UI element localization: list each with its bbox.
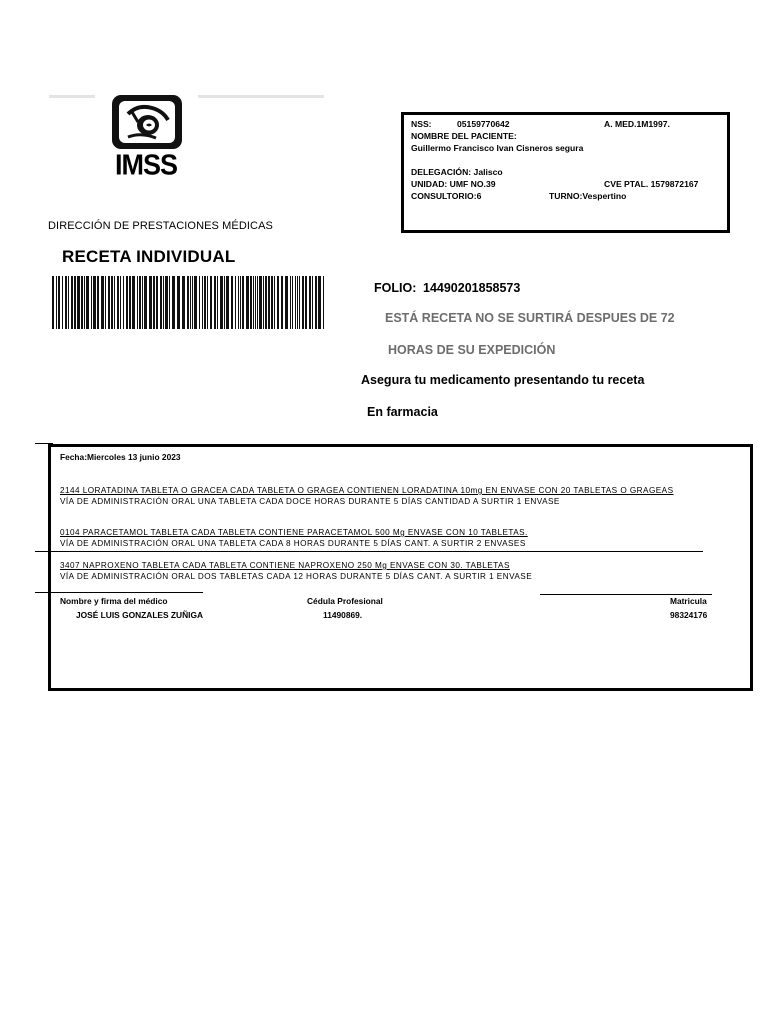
med-2-description: 0104 PARACETAMOL TABLETA CADA TABLETA CONTIENE PARACETAMOL 500 Mg ENVASE CON 10 TABLETAS. bbox=[60, 528, 528, 537]
cedula-value: 11490869. bbox=[323, 610, 363, 620]
divider-footer-right bbox=[540, 594, 712, 595]
pharmacy-notice-line1: Asegura tu medicamento presentando tu receta bbox=[361, 373, 645, 387]
nss-value: 05159770642 bbox=[457, 119, 510, 129]
header-rule-left bbox=[49, 95, 95, 98]
prescription-date: Fecha:Miercoles 13 junio 2023 bbox=[60, 452, 181, 462]
pharmacy-notice-line2: En farmacia bbox=[367, 405, 438, 419]
amed-value: A. MED.1M1997. bbox=[604, 119, 670, 129]
turno: TURNO:Vespertino bbox=[549, 191, 627, 201]
logo-text: IMSS bbox=[114, 149, 177, 181]
cve-ptal: CVE PTAL. 1579872167 bbox=[604, 179, 699, 189]
patient-name-label: NOMBRE DEL PACIENTE: bbox=[411, 131, 517, 141]
folio-value: 14490201858573 bbox=[423, 281, 521, 295]
doctor-label: Nombre y firma del médico bbox=[60, 596, 168, 606]
med-2-instructions: VÍA DE ADMINISTRACIÓN ORAL UNA TABLETA CADA 8 HORAS DURANTE 5 DÍAS CANT. A SURTIR 2 ENVASES bbox=[60, 539, 526, 548]
patient-info-box bbox=[401, 112, 730, 233]
expiry-notice-line2: HORAS DE SU EXPEDICIÓN bbox=[388, 343, 556, 357]
matricula-value: 98324176 bbox=[670, 610, 708, 620]
expiry-notice-line1: ESTÁ RECETA NO SE SURTIRÁ DESPUES DE 72 bbox=[385, 311, 675, 325]
unidad: UNIDAD: UMF NO.39 bbox=[411, 179, 496, 189]
barcode bbox=[52, 276, 324, 329]
med-3-description: 3407 NAPROXENO TABLETA CADA TABLETA CONTIENE NAPROXENO 250 Mg ENVASE CON 30. TABLETAS bbox=[60, 561, 510, 570]
folio-label: FOLIO: bbox=[374, 281, 417, 295]
med-3-instructions: VÍA DE ADMINISTRACIÓN ORAL DOS TABLETAS CADA 12 HORAS DURANTE 5 DÍAS CANT. A SURTIR 1 ENVASE bbox=[60, 572, 533, 581]
patient-name: Guillermo Francisco Ivan Cisneros segura bbox=[411, 143, 584, 153]
med-1-description: 2144 LORATADINA TABLETA O GRACEA CADA TABLETA O GRAGEA CONTIENEN LORADATINA 10mg EN ENVASE CON 20 TABLETAS O GRAGEAS bbox=[60, 486, 674, 495]
med-1-instructions: VÍA DE ADMINISTRACIÓN ORAL UNA TABLETA CADA DOCE HORAS DURANTE 5 DÍAS CANTIDAD A SURTIR 1 ENVASE bbox=[60, 497, 560, 506]
matricula-label: Matricula bbox=[670, 596, 707, 606]
header-rule-right bbox=[198, 95, 324, 98]
delegacion: DELEGACIÓN: Jalisco bbox=[411, 167, 503, 177]
page-title: RECETA INDIVIDUAL bbox=[62, 247, 236, 266]
divider-mid bbox=[35, 551, 703, 552]
divider-footer-left bbox=[35, 592, 203, 593]
cedula-label: Cédula Profesional bbox=[307, 596, 383, 606]
doctor-name: JOSÉ LUIS GONZALES ZUÑIGA bbox=[76, 610, 204, 620]
direccion-label: DIRECCIÓN DE PRESTACIONES MÉDICAS bbox=[48, 220, 273, 232]
consultorio: CONSULTORIO:6 bbox=[411, 191, 482, 201]
nss-label: NSS: bbox=[411, 119, 432, 129]
